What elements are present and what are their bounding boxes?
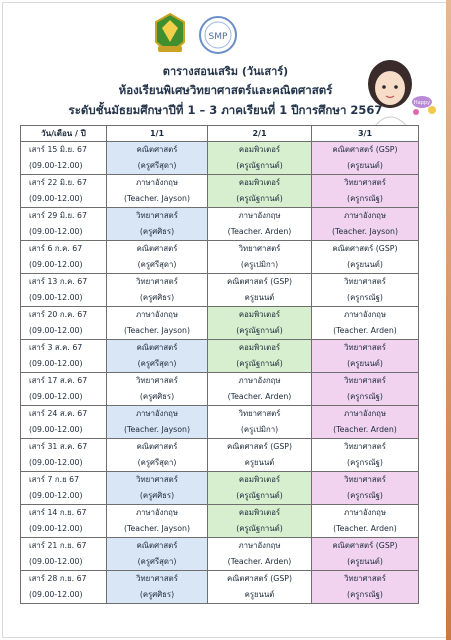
table-row bbox=[21, 439, 419, 456]
schedule-heading bbox=[0, 62, 451, 120]
class-1-1-cell: (ครูศศิธร) bbox=[107, 587, 208, 604]
date-cell: เสาร์ 3 ส.ค. 67 bbox=[21, 340, 107, 357]
class-3-1-cell: วิทยาศาสตร์ bbox=[312, 373, 419, 390]
class-1-1-cell: ภาษาอังกฤษ bbox=[107, 406, 208, 423]
class-1-1-cell: ภาษาอังกฤษ bbox=[107, 175, 208, 192]
table-row bbox=[21, 224, 419, 241]
class-2-1-cell: คอมพิวเตอร์ bbox=[208, 307, 312, 324]
class-2-1-cell: คอมพิวเตอร์ bbox=[208, 142, 312, 159]
class-3-1-cell: (ครูกรณัฐ) bbox=[312, 191, 419, 208]
table-row bbox=[21, 340, 419, 357]
time-cell: (09.00-12.00) bbox=[21, 191, 107, 208]
class-2-1-cell: (ครูณัฐกานต์) bbox=[208, 191, 312, 208]
class-3-1-cell: วิทยาศาสตร์ bbox=[312, 175, 419, 192]
date-cell: เสาร์ 13 ก.ค. 67 bbox=[21, 274, 107, 291]
class-2-1-cell: ภาษาอังกฤษ bbox=[208, 373, 312, 390]
column-header-2-1: 2/1 bbox=[208, 126, 312, 142]
class-2-1-cell: (ครูณัฐกานต์) bbox=[208, 323, 312, 340]
class-3-1-cell: (ครูกรณัฐ) bbox=[312, 389, 419, 406]
table-row bbox=[21, 208, 419, 225]
class-2-1-cell: (ครูณัฐกานต์) bbox=[208, 158, 312, 175]
table-header-row bbox=[21, 126, 419, 142]
class-2-1-cell: คณิตศาสตร์ (GSP) bbox=[208, 274, 312, 291]
class-1-1-cell: คณิตศาสตร์ bbox=[107, 340, 208, 357]
table-row bbox=[21, 521, 419, 538]
class-1-1-cell: (Teacher. Jayson) bbox=[107, 191, 208, 208]
column-header-1-1: 1/1 bbox=[107, 126, 208, 142]
table-row bbox=[21, 323, 419, 340]
class-3-1-cell: คณิตศาสตร์ (GSP) bbox=[312, 142, 419, 159]
class-1-1-cell: คณิตศาสตร์ bbox=[107, 538, 208, 555]
class-3-1-cell: คณิตศาสตร์ (GSP) bbox=[312, 241, 419, 258]
class-1-1-cell: (ครูศรีสุดา) bbox=[107, 356, 208, 373]
class-1-1-cell: (ครูศศิธร) bbox=[107, 389, 208, 406]
table-row bbox=[21, 307, 419, 324]
table-row bbox=[21, 472, 419, 489]
heading-line-3: ระดับชั้นมัธยมศึกษาปีที่ 1 – 3 ภาคเรียนที่ 1 ปีการศึกษา 2567 bbox=[68, 103, 383, 117]
time-cell: (09.00-12.00) bbox=[21, 587, 107, 604]
class-3-1-cell: (ครูกรณัฐ) bbox=[312, 488, 419, 505]
badge-text: Happy bbox=[413, 100, 431, 106]
class-3-1-cell: (ครูยนนต์) bbox=[312, 257, 419, 274]
table-row bbox=[21, 406, 419, 423]
date-cell: เสาร์ 24 ส.ค. 67 bbox=[21, 406, 107, 423]
logos bbox=[150, 10, 238, 60]
table-row bbox=[21, 554, 419, 571]
class-1-1-cell: (Teacher. Jayson) bbox=[107, 323, 208, 340]
table-row bbox=[21, 191, 419, 208]
table-row bbox=[21, 505, 419, 522]
class-1-1-cell: (Teacher. Jayson) bbox=[107, 422, 208, 439]
table-row bbox=[21, 142, 419, 159]
class-2-1-cell: วิทยาศาสตร์ bbox=[208, 406, 312, 423]
time-cell: (09.00-12.00) bbox=[21, 158, 107, 175]
class-3-1-cell: ภาษาอังกฤษ bbox=[312, 505, 419, 522]
class-1-1-cell: วิทยาศาสตร์ bbox=[107, 373, 208, 390]
time-cell: (09.00-12.00) bbox=[21, 521, 107, 538]
table-row bbox=[21, 290, 419, 307]
date-cell: เสาร์ 31 ส.ค. 67 bbox=[21, 439, 107, 456]
date-cell: เสาร์ 29 มิ.ย. 67 bbox=[21, 208, 107, 225]
class-2-1-cell: ครูยนนต์ bbox=[208, 587, 312, 604]
schedule-table bbox=[20, 125, 419, 604]
table-row bbox=[21, 241, 419, 258]
class-2-1-cell: ครูยนนต์ bbox=[208, 290, 312, 307]
class-3-1-cell: (ครูยนนต์) bbox=[312, 554, 419, 571]
class-1-1-cell: ภาษาอังกฤษ bbox=[107, 505, 208, 522]
class-2-1-cell: คณิตศาสตร์ (GSP) bbox=[208, 439, 312, 456]
class-1-1-cell: วิทยาศาสตร์ bbox=[107, 472, 208, 489]
school-seal-icon bbox=[150, 12, 190, 58]
class-1-1-cell: (ครูศรีสุดา) bbox=[107, 455, 208, 472]
class-1-1-cell: วิทยาศาสตร์ bbox=[107, 571, 208, 588]
class-2-1-cell: (Teacher. Arden) bbox=[208, 389, 312, 406]
class-2-1-cell: ภาษาอังกฤษ bbox=[208, 538, 312, 555]
class-2-1-cell: (Teacher. Arden) bbox=[208, 224, 312, 241]
time-cell: (09.00-12.00) bbox=[21, 554, 107, 571]
class-1-1-cell: วิทยาศาสตร์ bbox=[107, 208, 208, 225]
date-cell: เสาร์ 20 ก.ค. 67 bbox=[21, 307, 107, 324]
class-3-1-cell: (Teacher. Arden) bbox=[312, 422, 419, 439]
class-3-1-cell: ภาษาอังกฤษ bbox=[312, 307, 419, 324]
class-2-1-cell: ภาษาอังกฤษ bbox=[208, 208, 312, 225]
class-2-1-cell: คอมพิวเตอร์ bbox=[208, 505, 312, 522]
class-2-1-cell: วิทยาศาสตร์ bbox=[208, 241, 312, 258]
class-2-1-cell: คอมพิวเตอร์ bbox=[208, 175, 312, 192]
table-row bbox=[21, 175, 419, 192]
smp-logo-icon bbox=[198, 15, 238, 55]
table-row bbox=[21, 373, 419, 390]
class-2-1-cell: คอมพิวเตอร์ bbox=[208, 340, 312, 357]
time-cell: (09.00-12.00) bbox=[21, 290, 107, 307]
class-2-1-cell: (ครูเปมิกา) bbox=[208, 422, 312, 439]
date-cell: เสาร์ 17 ส.ค. 67 bbox=[21, 373, 107, 390]
class-3-1-cell: (ครูกรณัฐ) bbox=[312, 290, 419, 307]
class-3-1-cell: (ครูกรณัฐ) bbox=[312, 587, 419, 604]
table-row bbox=[21, 587, 419, 604]
class-3-1-cell: (ครูกรณัฐ) bbox=[312, 455, 419, 472]
smp-logo-text: SMP bbox=[208, 32, 228, 42]
class-3-1-cell: (Teacher. Arden) bbox=[312, 323, 419, 340]
table-row bbox=[21, 356, 419, 373]
time-cell: (09.00-12.00) bbox=[21, 389, 107, 406]
class-3-1-cell: (Teacher. Jayson) bbox=[312, 224, 419, 241]
time-cell: (09.00-12.00) bbox=[21, 323, 107, 340]
class-3-1-cell: วิทยาศาสตร์ bbox=[312, 340, 419, 357]
table-row bbox=[21, 257, 419, 274]
date-cell: เสาร์ 21 ก.ย. 67 bbox=[21, 538, 107, 555]
table-row bbox=[21, 571, 419, 588]
class-1-1-cell: (Teacher. Jayson) bbox=[107, 521, 208, 538]
class-3-1-cell: (ครูยนนต์) bbox=[312, 356, 419, 373]
class-3-1-cell: วิทยาศาสตร์ bbox=[312, 274, 419, 291]
date-cell: เสาร์ 7 ก.ย 67 bbox=[21, 472, 107, 489]
class-1-1-cell: (ครูศศิธร) bbox=[107, 488, 208, 505]
time-cell: (09.00-12.00) bbox=[21, 257, 107, 274]
class-3-1-cell: วิทยาศาสตร์ bbox=[312, 439, 419, 456]
class-1-1-cell: (ครูศรีสุดา) bbox=[107, 257, 208, 274]
class-2-1-cell: (Teacher. Arden) bbox=[208, 554, 312, 571]
class-2-1-cell: (ครูณัฐกานต์) bbox=[208, 521, 312, 538]
date-cell: เสาร์ 28 ก.ย. 67 bbox=[21, 571, 107, 588]
heading-line-1: ตารางสอนเสริม (วันเสาร์) bbox=[162, 65, 289, 78]
time-cell: (09.00-12.00) bbox=[21, 455, 107, 472]
class-2-1-cell: (ครูณัฐกานต์) bbox=[208, 488, 312, 505]
schedule-body bbox=[21, 142, 419, 604]
time-cell: (09.00-12.00) bbox=[21, 224, 107, 241]
class-1-1-cell: (ครูศรีสุดา) bbox=[107, 158, 208, 175]
class-1-1-cell: วิทยาศาสตร์ bbox=[107, 274, 208, 291]
class-1-1-cell: (ครูศรีสุดา) bbox=[107, 554, 208, 571]
class-2-1-cell: (ครูเปมิกา) bbox=[208, 257, 312, 274]
class-3-1-cell: ภาษาอังกฤษ bbox=[312, 208, 419, 225]
class-2-1-cell: ครูยนนต์ bbox=[208, 455, 312, 472]
class-3-1-cell: คณิตศาสตร์ (GSP) bbox=[312, 538, 419, 555]
table-row bbox=[21, 488, 419, 505]
table-row bbox=[21, 422, 419, 439]
class-3-1-cell: (Teacher. Arden) bbox=[312, 521, 419, 538]
table-row bbox=[21, 538, 419, 555]
class-1-1-cell: (ครูศศิธร) bbox=[107, 290, 208, 307]
time-cell: (09.00-12.00) bbox=[21, 422, 107, 439]
class-2-1-cell: คณิตศาสตร์ (GSP) bbox=[208, 571, 312, 588]
column-header-3-1: 3/1 bbox=[312, 126, 419, 142]
date-cell: เสาร์ 22 มิ.ย. 67 bbox=[21, 175, 107, 192]
class-3-1-cell: ภาษาอังกฤษ bbox=[312, 406, 419, 423]
time-cell: (09.00-12.00) bbox=[21, 356, 107, 373]
class-3-1-cell: วิทยาศาสตร์ bbox=[312, 472, 419, 489]
class-1-1-cell: คณิตศาสตร์ bbox=[107, 439, 208, 456]
date-cell: เสาร์ 15 มิ.ย. 67 bbox=[21, 142, 107, 159]
class-2-1-cell: คอมพิวเตอร์ bbox=[208, 472, 312, 489]
class-1-1-cell: คณิตศาสตร์ bbox=[107, 142, 208, 159]
class-1-1-cell: คณิตศาสตร์ bbox=[107, 241, 208, 258]
table-row bbox=[21, 274, 419, 291]
class-3-1-cell: (ครูยนนต์) bbox=[312, 158, 419, 175]
time-cell: (09.00-12.00) bbox=[21, 488, 107, 505]
class-2-1-cell: (ครูณัฐกานต์) bbox=[208, 356, 312, 373]
table-row bbox=[21, 455, 419, 472]
class-1-1-cell: (ครูศศิธร) bbox=[107, 224, 208, 241]
heading-line-2: ห้องเรียนพิเศษวิทยาศาสตร์และคณิตศาสตร์ bbox=[118, 83, 333, 97]
class-1-1-cell: ภาษาอังกฤษ bbox=[107, 307, 208, 324]
column-header-date: วัน/เดือน / ปี bbox=[21, 126, 107, 142]
class-3-1-cell: วิทยาศาสตร์ bbox=[312, 571, 419, 588]
table-row bbox=[21, 389, 419, 406]
table-row bbox=[21, 158, 419, 175]
date-cell: เสาร์ 14 ก.ย. 67 bbox=[21, 505, 107, 522]
date-cell: เสาร์ 6 ก.ค. 67 bbox=[21, 241, 107, 258]
